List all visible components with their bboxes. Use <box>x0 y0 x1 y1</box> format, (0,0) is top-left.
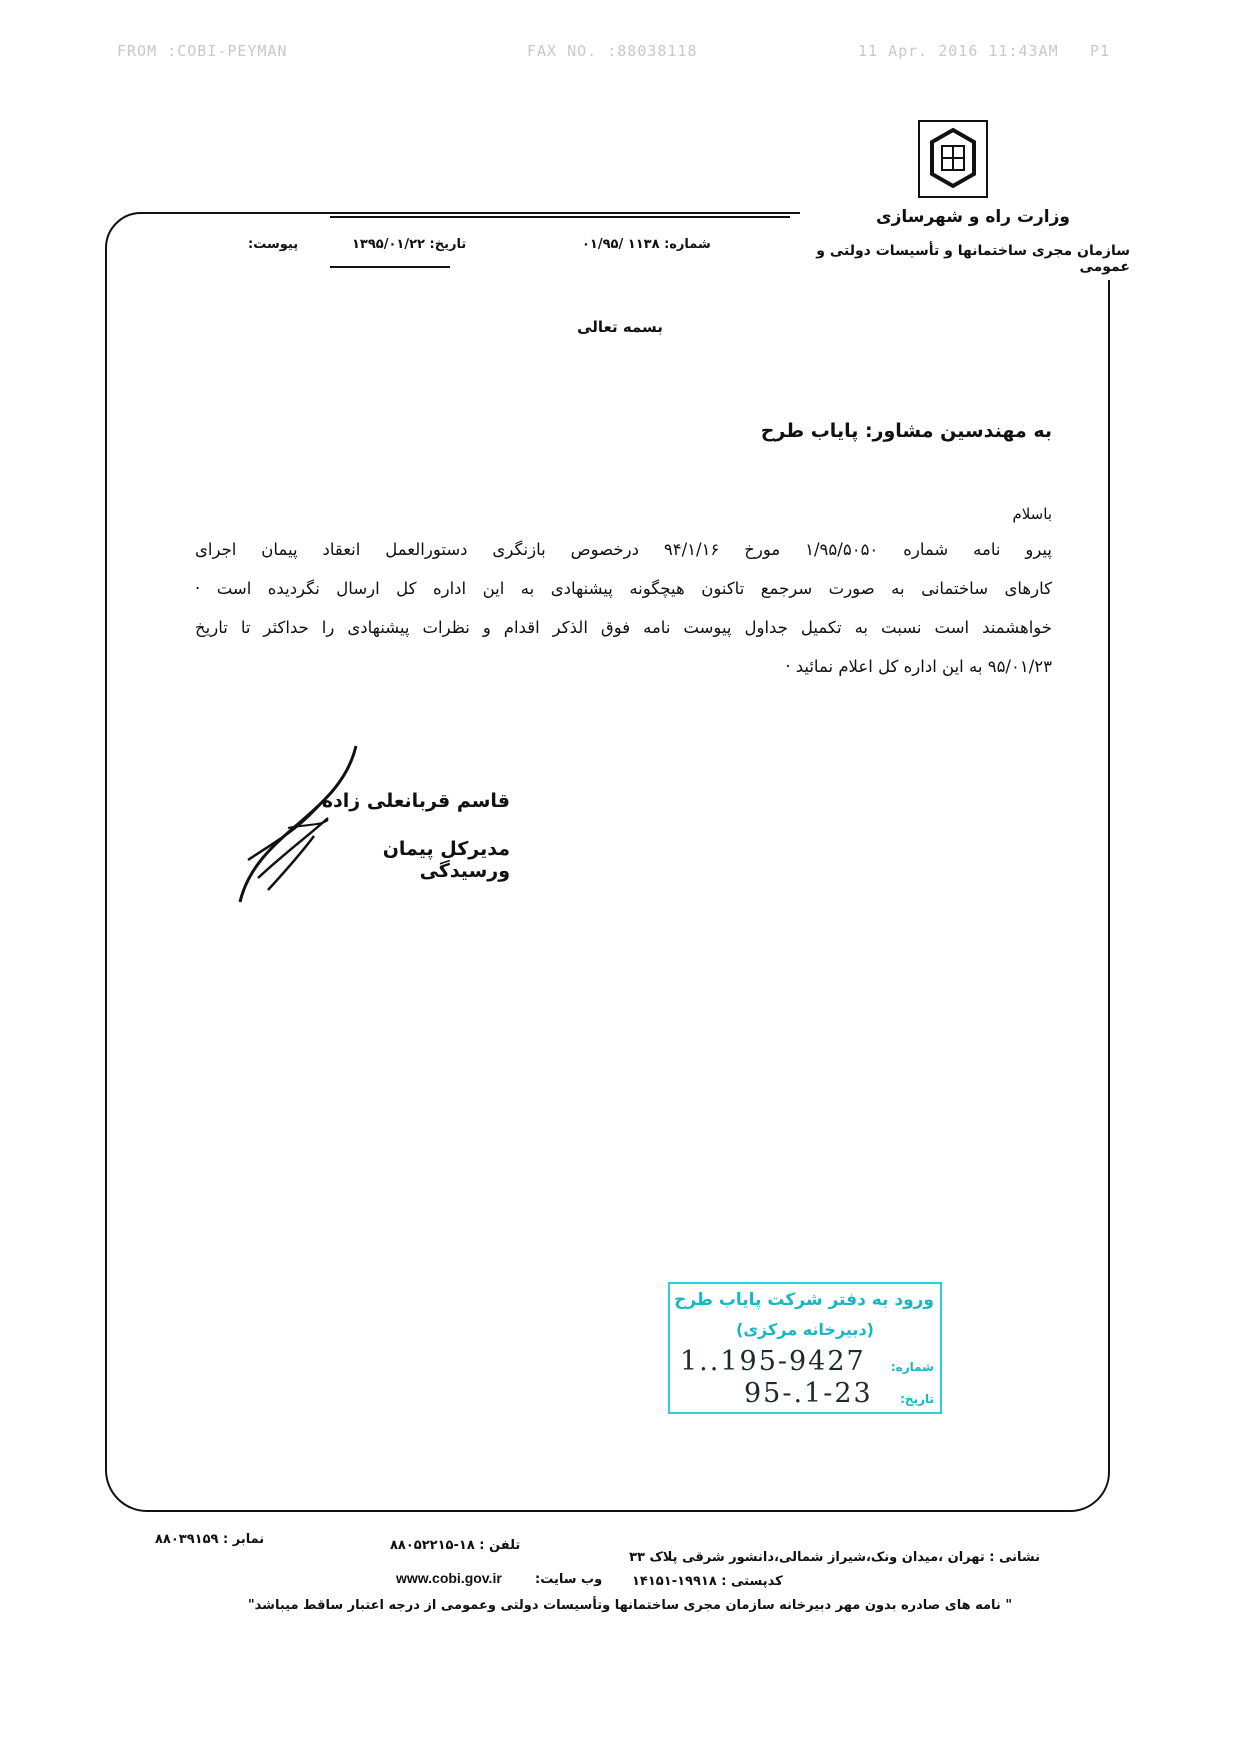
stamp-date-label: تاریخ: <box>900 1392 934 1406</box>
organization-name: سازمان مجری ساختمانها و تأسیسات دولتی و عمومی <box>816 243 1130 275</box>
body-line: ۹۵/۰۱/۲۳ به این اداره کل اعلام نمائید · <box>785 657 1052 676</box>
footer-postal-code: کدپستی : ۱۹۹۱۸-۱۴۱۵۱ <box>632 1574 783 1589</box>
meta-rule <box>330 266 450 268</box>
signer-title: مدیرکل پیمان ورسیدگی <box>382 838 510 882</box>
stamp-line2: (دبیرخانه مرکزی) <box>736 1320 874 1339</box>
body-line: خواهشمند است نسبت به تکمیل جداول پیوست نامه فوق الذکر اقدام و نظرات پیشنهادی را حداکثر تا تاریخ <box>195 618 1052 637</box>
stamp-line1: ورود به دفتر شرکت پایاب طرح <box>674 1290 934 1310</box>
letter-date <box>352 237 466 252</box>
letter-number-label: شماره: <box>664 237 711 252</box>
letter-number <box>582 237 711 252</box>
fax-page: P1 <box>1090 42 1111 60</box>
fax-from: FROM :COBI-PEYMAN <box>117 42 288 60</box>
fax-datetime: 11 Apr. 2016 11:43AM <box>858 42 1059 60</box>
letter-date-label: تاریخ: <box>429 237 467 252</box>
header-rule <box>330 216 790 218</box>
signer-name: قاسم قربانعلی زاده <box>321 790 510 812</box>
letter-body <box>195 530 1052 686</box>
footer-website-label: وب سایت: <box>535 1572 603 1587</box>
letter-number-value: ۱۱۳۸ /۰۱/۹۵ <box>582 237 660 252</box>
stamp-number-value: 1..195-9427 <box>680 1346 866 1377</box>
fax-number: FAX NO. :88038118 <box>527 42 698 60</box>
stamp-date-value: 95-.1-23 <box>744 1378 873 1409</box>
greeting: باسلام <box>1012 505 1052 523</box>
received-stamp <box>668 1282 942 1414</box>
basmala: بسمه تعالی <box>577 318 663 336</box>
footer-website[interactable]: www.cobi.gov.ir <box>396 1570 502 1586</box>
ministry-logo <box>918 120 988 198</box>
body-line: کارهای ساختمانی به صورت سرجمع تاکنون هیچگونه پیشنهادی به این اداره کل ارسال نگردیده است · <box>195 579 1052 598</box>
footer-phone: تلفن : ۱۸-۸۸۰۵۲۲۱۵ <box>390 1538 521 1553</box>
footer-address: نشانی : تهران ،میدان ونک،شیراز شمالی،دانشور شرقی پلاک ۳۳ <box>629 1550 1040 1565</box>
attachment-label: پیوست: <box>248 237 299 252</box>
letter-date-value: ۱۳۹۵/۰۱/۲۲ <box>352 237 425 252</box>
ministry-name: وزارت راه و شهرسازی <box>875 207 1070 227</box>
handwritten-signature <box>228 740 378 914</box>
footer-notice: " نامه های صادره بدون مهر دبیرخانه سازمان مجری ساختمانها وتأسیسات دولتی وعمومی از درجه اعتبار ساقط میباشد" <box>247 1598 1013 1613</box>
body-line: پیرو نامه شماره ۱/۹۵/۵۰۵۰ مورخ ۹۴/۱/۱۶ درخصوص بازنگری دستورالعمل انعقاد پیمان اجرای <box>195 540 1053 559</box>
stamp-number-label: شماره: <box>890 1360 934 1374</box>
addressee: به مهندسین مشاور: پایاب طرح <box>760 420 1052 442</box>
footer-fax: نمابر : ۸۸۰۳۹۱۵۹ <box>155 1532 265 1547</box>
